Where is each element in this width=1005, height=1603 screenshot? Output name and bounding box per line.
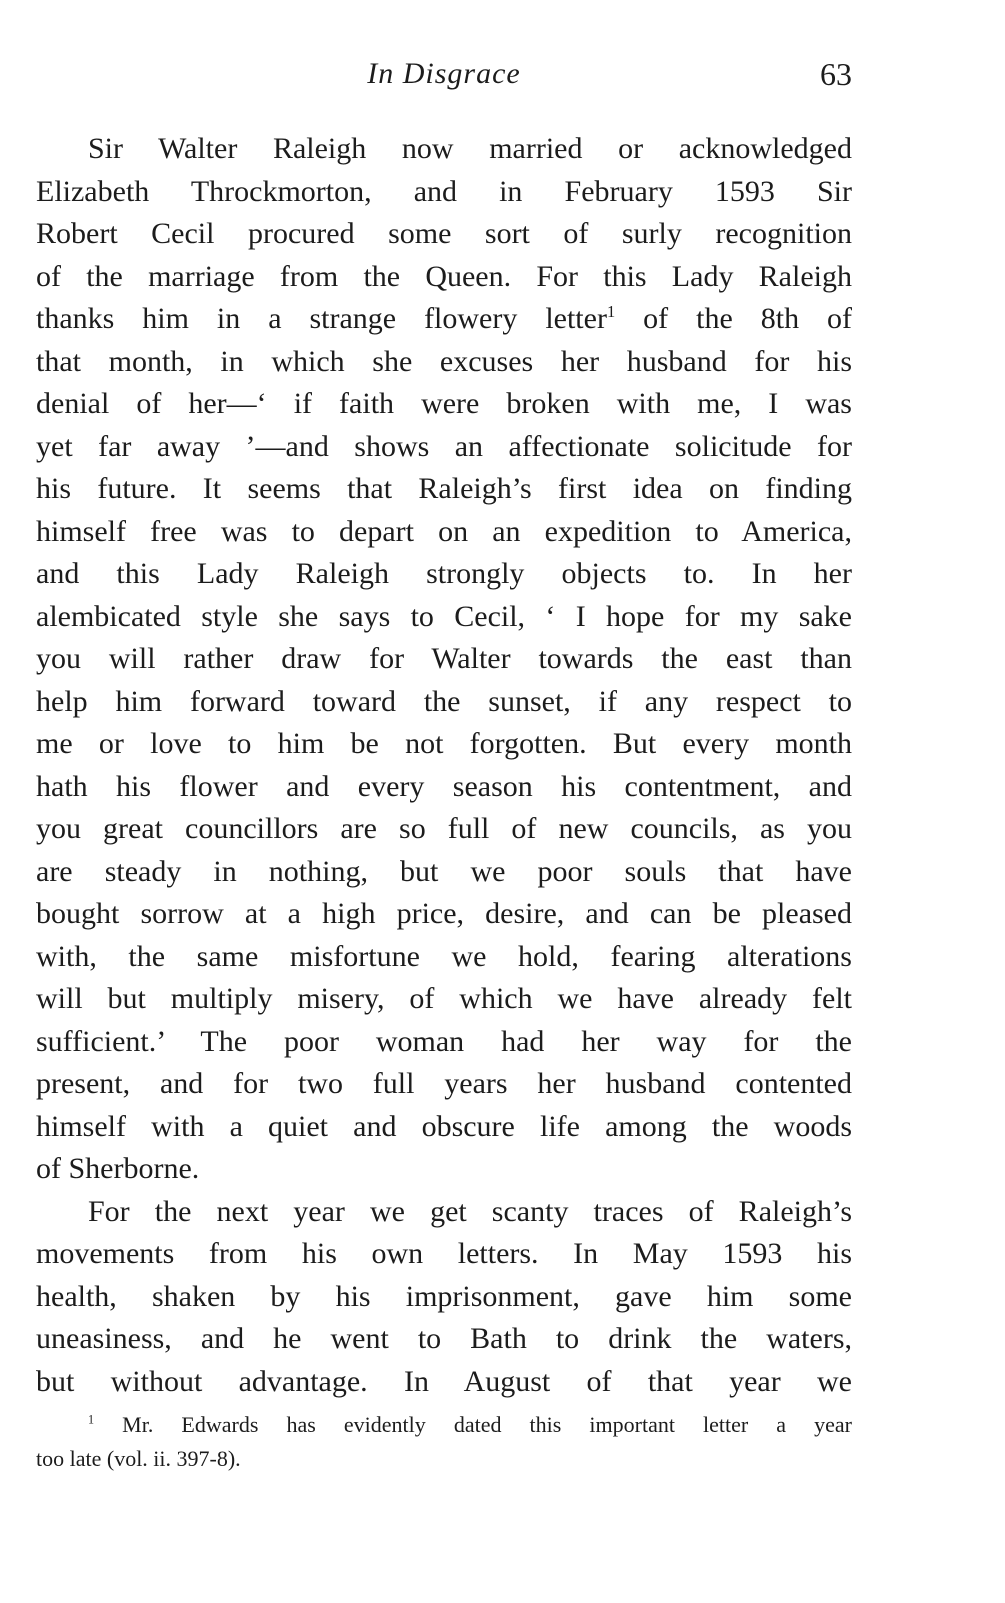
text-line: you great councillors are so full of new councils, as you (36, 812, 852, 845)
text-line: himself free was to depart on an expedition to America, (36, 514, 852, 548)
text-line: himself with a quiet and obscure life among the woods (36, 1109, 852, 1143)
text-line: of Sherborne. (36, 1152, 200, 1185)
text-line: movements from his own letters. In May 1593 his (36, 1237, 852, 1270)
footnote-reference: 1 (606, 302, 616, 321)
footnote-marker: 1 (88, 1412, 95, 1427)
text-line: that month, in which she excuses her husband for his (36, 344, 852, 378)
text-line: alembicated style she says to Cecil, ‘ I hope for my sake (36, 599, 852, 633)
text-line: Sir Walter Raleigh now married or acknowledged (88, 132, 852, 165)
paragraph-1 (36, 128, 852, 1191)
text-line: yet far away ’—and shows an affectionate solicitude for (36, 429, 852, 463)
text-line: his future. It seems that Raleigh’s first idea on finding (36, 472, 852, 505)
text-line: health, shaken by his imprisonment, gave him some (36, 1279, 852, 1313)
text-line: of the marriage from the Queen. For this Lady Raleigh (36, 259, 852, 293)
text-line: sufficient.’ The poor woman had her way for the (36, 1024, 852, 1058)
footnote-line: too late (vol. ii. 397-8). (36, 1446, 241, 1471)
paragraph-2 (36, 1191, 852, 1404)
line-text-tail: of the 8th of (643, 302, 852, 335)
footnote-line (36, 1408, 852, 1442)
text-line: are steady in nothing, but we poor souls that have (36, 854, 852, 888)
text-line: help him forward toward the sunset, if any respect to (36, 684, 852, 718)
text-line: denial of her—‘ if faith were broken with me, I was (36, 387, 852, 420)
running-head (36, 50, 852, 98)
text-line: uneasiness, and he went to Bath to drink the waters, (36, 1322, 852, 1355)
body-text (36, 128, 852, 1403)
text-line-with-footnote (36, 298, 852, 341)
page-number: 63 (820, 56, 852, 92)
text-line: present, and for two full years her husband contented (36, 1067, 852, 1100)
footnote (36, 1408, 852, 1476)
text-line: but without advantage. In August of that year we (36, 1364, 852, 1398)
text-line: For the next year we get scanty traces of Raleigh’s (88, 1194, 852, 1228)
text-line: hath his flower and every season his contentment, and (36, 769, 852, 803)
text-line: bought sorrow at a high price, desire, and can be pleased (36, 897, 852, 930)
text-line: Elizabeth Throckmorton, and in February 1593 Sir (36, 174, 852, 208)
footnote-text: Mr. Edwards has evidently dated this important letter a year (122, 1412, 853, 1437)
text-line: me or love to him be not forgotten. But every month (36, 727, 852, 760)
text-line: will but multiply misery, of which we have already felt (36, 982, 852, 1015)
text-line: Robert Cecil procured some sort of surly recognition (36, 217, 852, 250)
text-line: with, the same misfortune we hold, fearing alterations (36, 939, 852, 973)
text-line: and this Lady Raleigh strongly objects to. In her (36, 557, 852, 590)
line-text: thanks him in a strange flowery letter (36, 302, 607, 335)
text-line: you will rather draw for Walter towards the east than (36, 642, 852, 675)
running-title: In Disgrace (367, 57, 521, 90)
